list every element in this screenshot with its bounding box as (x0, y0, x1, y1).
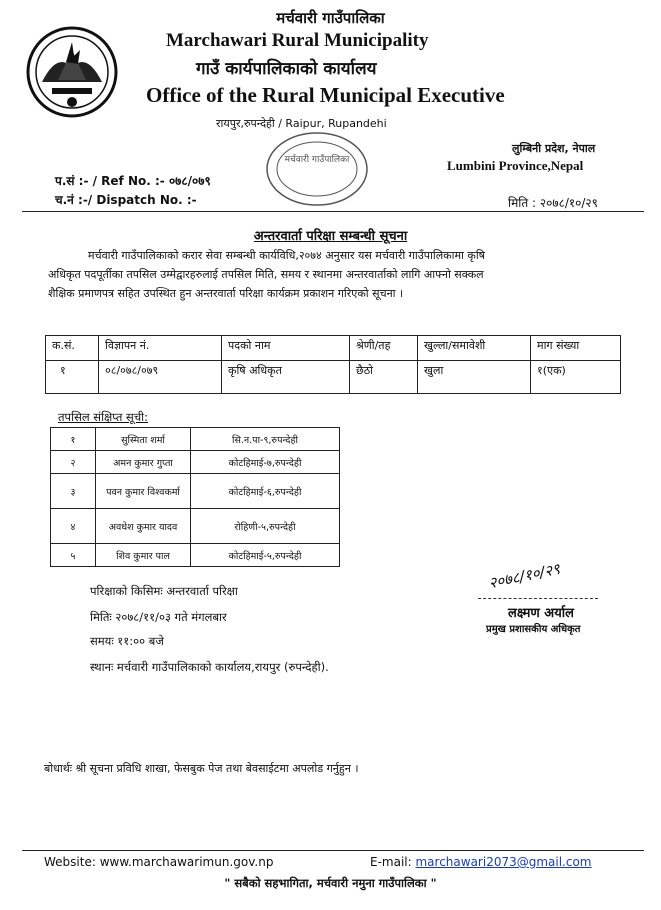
header-divider (22, 211, 644, 212)
exam-time: समयः ११:०० बजे (90, 634, 164, 648)
svg-text:मर्चवारी गाउँपालिका: मर्चवारी गाउँपालिका (284, 155, 350, 165)
notice-body-line: मर्चवारी गाउँपालिकाको करार सेवा सम्बन्धी कार्यविधि,२०७४ अनुसार यस मर्चवारी गाउँपालिकामा कृषि (88, 249, 486, 262)
handwritten-signature-date: २०७८/१०/२९ (486, 559, 562, 593)
table-cell: कोटहिमाई-५,रुपन्देही (191, 544, 340, 567)
municipality-name-english: Marchawari Rural Municipality (166, 30, 429, 51)
table-cell: सुस्मिता शर्मा (96, 428, 191, 451)
table-cell: शिव कुमार पाल (96, 544, 191, 567)
letter-date: मिति : २०७८/१०/२९ (508, 196, 598, 210)
notice-body (48, 246, 620, 303)
province-nepali: लुम्बिनी प्रदेश, नेपाल (512, 142, 596, 155)
table-header-row (46, 336, 621, 361)
header-cell: खुल्ला/समावेशी (418, 336, 531, 361)
header-cell: पदको नाम (222, 336, 350, 361)
province-english: Lumbini Province,Nepal (447, 158, 584, 173)
table-cell: १ (51, 428, 96, 451)
table-cell: १ (46, 361, 99, 394)
signatory-designation: प्रमुख प्रशासकीय अधिकृत (486, 624, 581, 635)
notice-title: अन्तरवार्ता परिक्षा सम्बन्धी सूचना (253, 229, 408, 244)
header-cell: श्रेणी/तह (350, 336, 418, 361)
office-stamp (262, 128, 372, 210)
candidate-table (50, 427, 340, 567)
table-cell: १(एक) (531, 361, 621, 394)
table-cell: ४ (51, 509, 96, 544)
exam-place: स्थानः मर्चवारी गाउँपालिकाको कार्यालय,रायपुर (रुपन्देही). (90, 660, 329, 674)
table-row (51, 509, 340, 544)
table-cell: ३ (51, 474, 96, 509)
nepal-emblem-logo (22, 22, 122, 122)
exam-date: मितिः २०७८/११/०३ गते मंगलबार (90, 610, 227, 624)
email-label: E-mail: (370, 855, 416, 869)
table-cell: कोटहिमाई-७,रुपन्देही (191, 451, 340, 474)
municipality-name-nepali: मर्चवारी गाउँपालिका (276, 9, 385, 27)
office-name-nepali: गाउँ कार्यपालिकाको कार्यालय (196, 59, 377, 79)
address: रायपुर,रुपन्देही / Raipur, Rupandehi (216, 117, 387, 130)
dispatch-number: च.नं :-/ Dispatch No. :- (55, 193, 197, 207)
table-cell: कृषि अधिकृत (222, 361, 350, 394)
signature-line (478, 598, 598, 599)
header-cell: विज्ञापन नं. (99, 336, 222, 361)
table-cell: खुला (418, 361, 531, 394)
table-row (51, 544, 340, 567)
header-cell: माग संख्या (531, 336, 621, 361)
vacancy-table (45, 335, 621, 394)
notice-body-line: अधिकृत पदपूर्तीका तपसिल उम्मेद्वारहरुलाई तपसिल मिति, समय र स्थानमा अन्तरवार्ताको लागि आफ्नो सक्कल (48, 268, 484, 281)
table-cell: अमन कुमार गुप्ता (96, 451, 191, 474)
exam-type: परिक्षाको किसिमः अन्तरवार्ता परिक्षा (90, 584, 238, 598)
table-cell: पवन कुमार विश्वकर्मा (96, 474, 191, 509)
table-row (51, 474, 340, 509)
table-row (51, 428, 340, 451)
table-row (46, 361, 621, 394)
table-cell: ५ (51, 544, 96, 567)
header-cell: क.सं. (46, 336, 99, 361)
office-name-english: Office of the Rural Municipal Executive (146, 83, 505, 107)
cc-note: बोधार्थः श्री सूचना प्रविधि शाखा, फेसबुक पेज तथा बेवसाईटमा अपलोड गर्नुहुन । (44, 762, 359, 775)
email-text (370, 855, 592, 869)
notice-body-line: शैक्षिक प्रमाणपत्र सहित उपस्थित हुन अन्तरवार्ता परिक्षा कार्यक्रम प्रकाशन गरिएको सूचना । (48, 287, 404, 300)
table-cell: ०८/०७८/०७९ (99, 361, 222, 394)
email-link[interactable]: marchawari2073@gmail.com (415, 855, 592, 869)
table-cell: सि.न.पा-९,रुपन्देही (191, 428, 340, 451)
candidate-list-heading: तपसिल संक्षिप्त सूची: (58, 410, 148, 424)
website-link[interactable]: Website: www.marchawarimun.gov.np (44, 855, 274, 869)
table-cell: अवधेश कुमार यादव (96, 509, 191, 544)
reference-number: प.सं :- / Ref No. :- ०७८/०७९ (55, 174, 211, 188)
website-text (44, 855, 273, 869)
table-cell: छैठो (350, 361, 418, 394)
table-row (51, 451, 340, 474)
table-cell: २ (51, 451, 96, 474)
table-cell: रोहिणी-५,रुपन्देही (191, 509, 340, 544)
table-cell: कोटहिमाई-६,रुपन्देही (191, 474, 340, 509)
footer-slogan: " सबैको सहभागिता, मर्चवारी नमुना गाउँपालिका " (224, 876, 437, 890)
signatory-name: लक्ष्मण अर्याल (508, 606, 574, 621)
footer-divider (22, 850, 644, 851)
